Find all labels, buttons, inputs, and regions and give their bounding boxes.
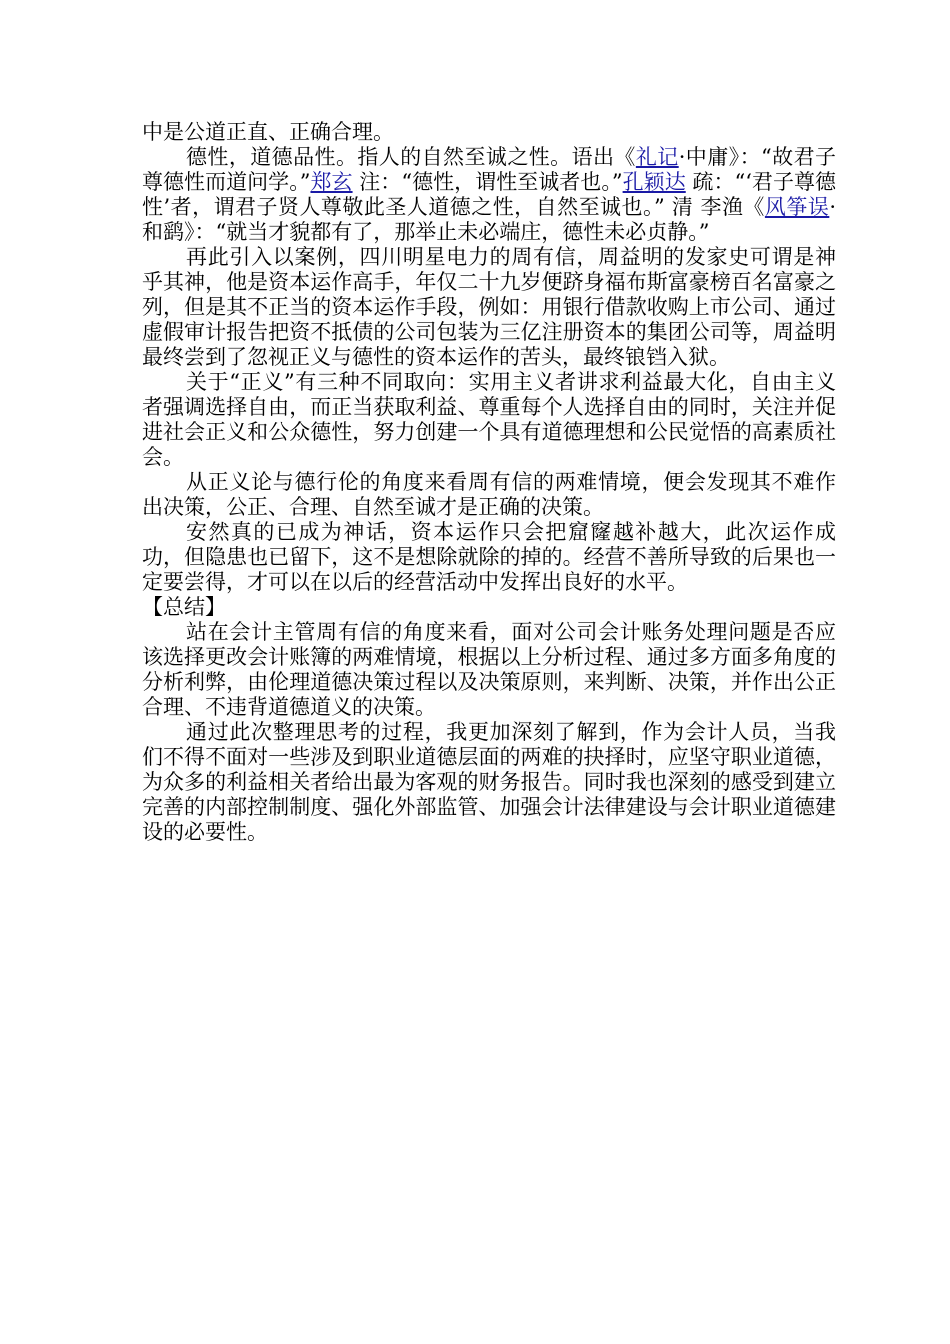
paragraph-2-text-a: 德性，道德品性。指人的自然至诚之性。语出《 — [186, 145, 636, 169]
link-liji[interactable]: 礼记 — [635, 145, 679, 169]
link-fengzhengwu[interactable]: 风筝误 — [764, 195, 830, 219]
document-body — [142, 120, 836, 845]
paragraph-3: 再此引入以案例，四川明星电力的周有信，周益明的发家史可谓是神乎其神，他是资本运作高手，年仅二十九岁便跻身福布斯富豪榜百名富豪之列，但是其不正当的资本运作手段，例如：用银行借款收购上市公司、通过虚假审计报告把资不抵债的公司包装为三亿注册资本的集团公司等，周益明最终尝到了忽视正义与德性的资本运作的苦头，最终锒铛入狱。 — [142, 245, 836, 369]
paragraph-7: 站在会计主管周有信的角度来看，面对公司会计账务处理问题是否应该选择更改会计账簿的两难情境，根据以上分析过程、通过多方面多角度的分析利弊，由伦理道德决策过程以及决策原则，来判断、决策，并作出公正合理、不违背道德道义的决策。 — [142, 620, 836, 719]
paragraph-4: 关于“正义”有三种不同取向：实用主义者讲求利益最大化，自由主义者强调选择自由，而正当获取利益、尊重每个人选择自由的同时，关注并促进社会正义和公众德性，努力创建一个具有道德理想和公民觉悟的高素质社会。 — [142, 370, 836, 469]
paragraph-6: 安然真的已成为神话，资本运作只会把窟窿越补越大，此次运作成功，但隐患也已留下，这不是想除就除的掉的。经营不善所导致的后果也一定要尝得，才可以在以后的经营活动中发挥出良好的水平。 — [142, 520, 836, 594]
link-kongyingda[interactable]: 孔颖达 — [622, 170, 686, 194]
link-zhengxuan[interactable]: 郑玄 — [310, 170, 353, 194]
section-heading-summary: 【总结】 — [142, 595, 226, 619]
paragraph-2-text-c: 注：“德性，谓性至诚者也。” — [352, 170, 623, 194]
paragraph-2-text-b: ·中庸》：“故君子尊德性而道问学。” — [142, 145, 836, 194]
paragraph-1: 中是公道正直、正确合理。 — [142, 120, 394, 144]
paragraph-5: 从正义论与德行伦的角度来看周有信的两难情境，便会发现其不难作出决策，公正、合理、自然至诚才是正确的决策。 — [142, 470, 836, 519]
paragraph-8: 通过此次整理思考的过程，我更加深刻了解到，作为会计人员，当我们不得不面对一些涉及到职业道德层面的两难的抉择时，应坚守职业道德，为众多的利益相关者给出最为客观的财务报告。同时我也深刻的感受到建立完善的内部控制制度、强化外部监管、加强会计法律建设与会计职业道德建设的必要性。 — [142, 720, 836, 844]
paragraph-2-text-d: 疏：“‘君子尊德性’者，谓君子贤人尊敬此圣人道德之性，自然至诚也。” 清 李渔《 — [142, 170, 837, 219]
paragraph-2 — [142, 145, 836, 245]
paragraph-2-text-e: ·和鹞》：“就当才貌都有了，那举止未必端庄，德性未必贞静。” — [142, 195, 836, 244]
